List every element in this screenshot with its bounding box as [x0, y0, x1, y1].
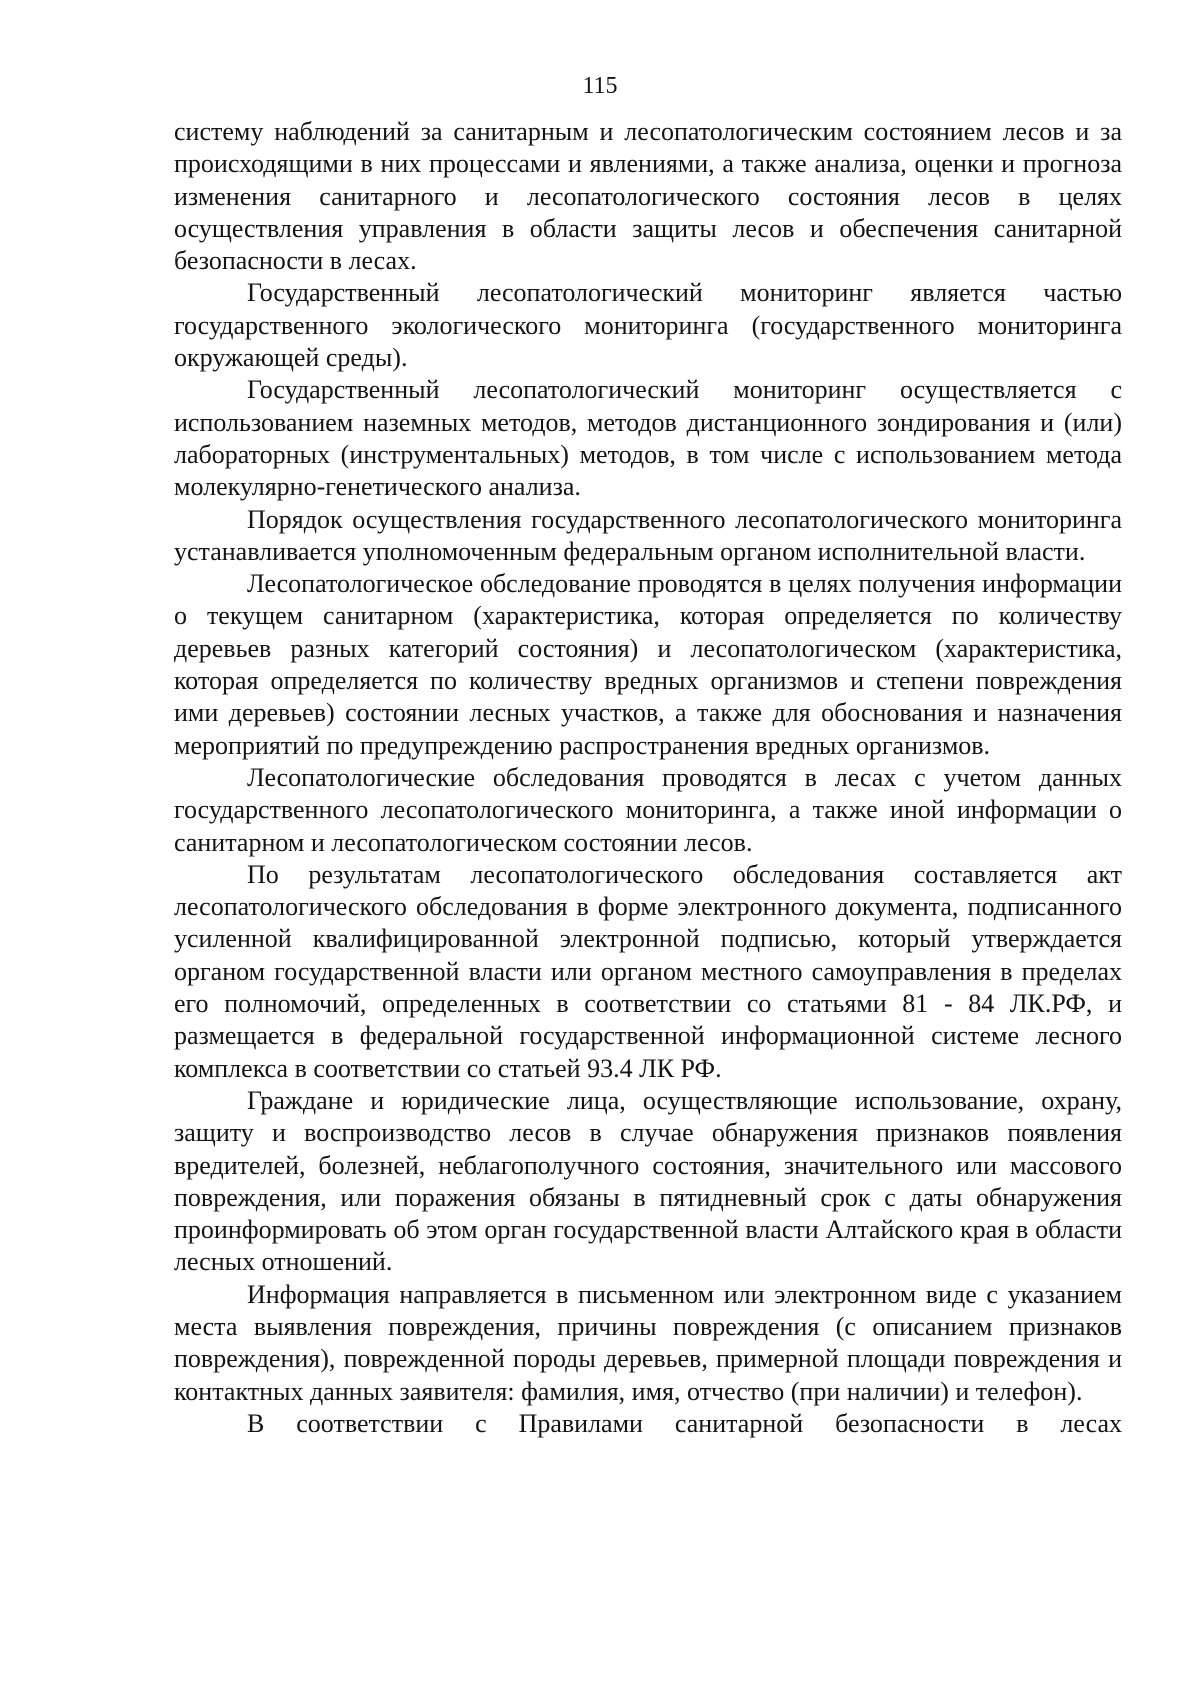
paragraph: Лесопатологическое обследование проводятся в целях получения информации о текущем санитарном (характеристика, которая определяется по количеству деревьев разных категорий состояния) и лесопатологическом (характеристика, которая определяется по количеству вредных организмов и степени повреждения ими деревьев) состоянии лесных участков, а также для обоснования и назначения мероприятий по предупреждению распространения вредных организмов. [174, 569, 1122, 760]
page-number: 115 [582, 73, 618, 99]
paragraph: По результатам лесопатологического обследования составляется акт лесопатологического обследования в форме электронного документа, подписанного усиленной квалифицированной электронной подписью, который утверждается органом государственной власти или органом местного самоуправления в пределах его полномочий, определенных в соответствии со статьями 81 - 84 ЛК.РФ, и размещается в федеральной государственной информационной системе лесного комплекса в соответствии со статьей 93.4 ЛК РФ. [174, 859, 1122, 1083]
paragraph: систему наблюдений за санитарным и лесопатологическим состоянием лесов и за происходящими в них процессами и явлениями, а также анализа, оценки и прогноза изменения санитарного и лесопатологического состояния лесов в целях осуществления управления в области защиты лесов и обеспечения санитарной безопасности в лесах. [174, 117, 1122, 276]
paragraph: Лесопатологические обследования проводятся в лесах с учетом данных государственного лесопатологического мониторинга, а также иной информации о санитарном и лесопатологическом состоянии лесов. [174, 762, 1122, 857]
paragraph: Информация направляется в письменном или электронном виде с указанием места выявления повреждения, причины повреждения (с описанием признаков повреждения), поврежденной породы деревьев, примерной площади повреждения и контактных данных заявителя: фамилия, имя, отчество (при наличии) и телефон). [174, 1279, 1122, 1406]
paragraph: Порядок осуществления государственного лесопатологического мониторинга устанавливается уполномоченным федеральным органом исполнительной власти. [174, 504, 1122, 566]
paragraph: Государственный лесопатологический мониторинг осуществляется с использованием наземных методов, методов дистанционного зондирования и (или) лабораторных (инструментальных) методов, в том числе с использованием метода молекулярно-генетического анализа. [174, 375, 1122, 502]
paragraph: В соответствии с Правилами санитарной безопасности в лесах [247, 1408, 1122, 1438]
paragraph: Государственный лесопатологический мониторинг является частью государственного экологического мониторинга (государственного мониторинга окружающей среды). [174, 278, 1122, 373]
document-body [174, 116, 1122, 1440]
paragraph: Граждане и юридические лица, осуществляющие использование, охрану, защиту и воспроизводство лесов в случае обнаружения признаков появления вредителей, болезней, неблагополучного состояния, значительного или массового повреждения, или поражения обязаны в пятидневный срок с даты обнаружения проинформировать об этом орган государственной власти Алтайского края в области лесных отношений. [174, 1085, 1122, 1277]
